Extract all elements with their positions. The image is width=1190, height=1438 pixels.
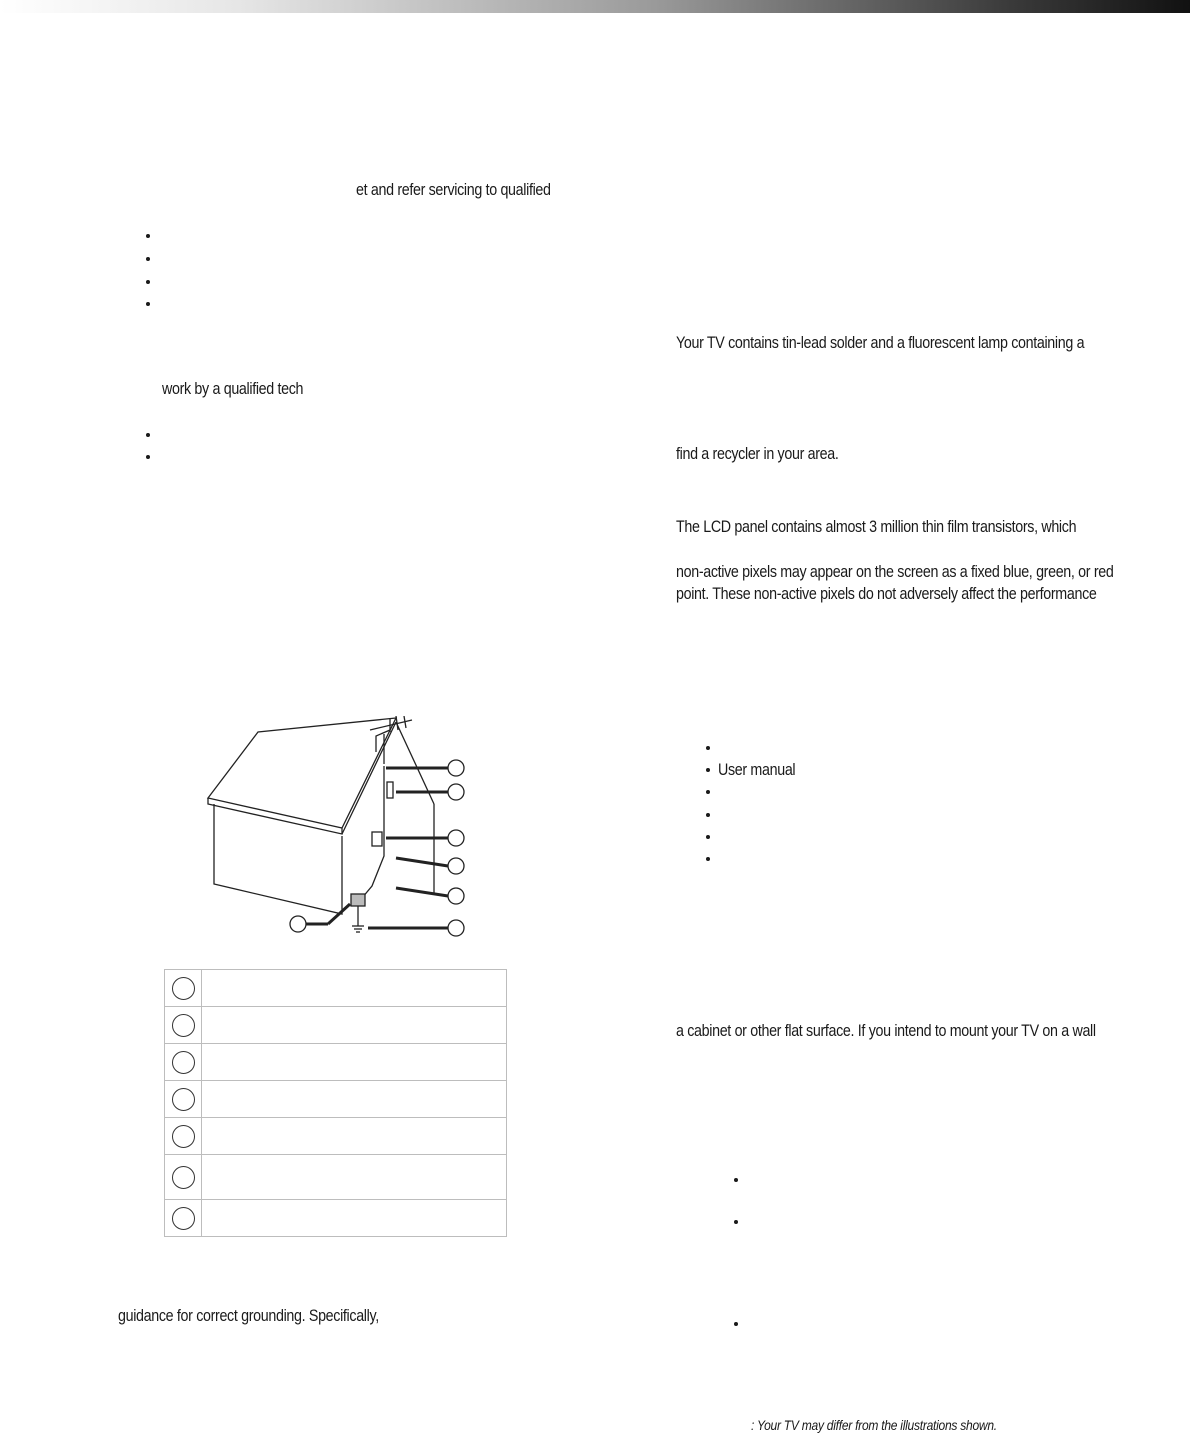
bullet-4 bbox=[146, 302, 150, 306]
solder-text: Your TV contains tin-lead solder and a fluorescent lamp containing a bbox=[676, 333, 1085, 352]
legend-number-circle bbox=[172, 1166, 195, 1189]
recycler-text: find a recycler in your area. bbox=[676, 444, 839, 463]
illustration-note: : Your TV may differ from the illustrations shown. bbox=[751, 1417, 997, 1433]
legend-row bbox=[165, 1155, 507, 1200]
package-bullet-5 bbox=[706, 835, 710, 839]
mount-bullet-3 bbox=[734, 1322, 738, 1326]
callout-4 bbox=[448, 858, 464, 874]
callout-7 bbox=[290, 916, 306, 932]
legend-row bbox=[165, 1007, 507, 1044]
package-bullet-6 bbox=[706, 857, 710, 861]
antenna-grounding-diagram bbox=[200, 716, 490, 942]
package-bullet-3 bbox=[706, 790, 710, 794]
package-item-user-manual: User manual bbox=[718, 760, 796, 779]
legend-number-circle bbox=[172, 1207, 195, 1230]
bullet-3 bbox=[146, 280, 150, 284]
mount-bullet-2 bbox=[734, 1220, 738, 1224]
technician-text: work by a qualified tech bbox=[162, 379, 304, 398]
package-bullet-4 bbox=[706, 813, 710, 817]
bullet-6 bbox=[146, 455, 150, 459]
cabinet-text: a cabinet or other flat surface. If you intend to mount your TV on a wall bbox=[676, 1021, 1096, 1040]
pixels-text-1: non-active pixels may appear on the screen as a fixed blue, green, or red bbox=[676, 562, 1114, 581]
bullet-5 bbox=[146, 433, 150, 437]
package-bullet-2 bbox=[706, 768, 710, 772]
legend-number-circle bbox=[172, 1088, 195, 1111]
callout-5 bbox=[448, 888, 464, 904]
legend-number-circle bbox=[172, 1125, 195, 1148]
legend-row bbox=[165, 1044, 507, 1081]
mount-bullet-1 bbox=[734, 1178, 738, 1182]
callout-2 bbox=[448, 784, 464, 800]
callout-3 bbox=[448, 830, 464, 846]
service-text: et and refer servicing to qualified bbox=[356, 180, 551, 199]
header-gradient-bar bbox=[0, 0, 1190, 13]
callout-1 bbox=[448, 760, 464, 776]
lcd-panel-text: The LCD panel contains almost 3 million thin film transistors, which bbox=[676, 517, 1077, 536]
legend-row bbox=[165, 1200, 507, 1237]
house-roof bbox=[208, 718, 396, 828]
legend-row bbox=[165, 970, 507, 1007]
bullet-1 bbox=[146, 234, 150, 238]
legend-number-circle bbox=[172, 977, 195, 1000]
legend-row bbox=[165, 1118, 507, 1155]
legend-row bbox=[165, 1081, 507, 1118]
legend-number-circle bbox=[172, 1051, 195, 1074]
pixels-text-2: point. These non-active pixels do not adversely affect the performance bbox=[676, 584, 1097, 603]
callout-6 bbox=[448, 920, 464, 936]
grounding-legend-table bbox=[164, 969, 507, 1237]
bullet-2 bbox=[146, 257, 150, 261]
grounding-text: guidance for correct grounding. Specifically, bbox=[118, 1306, 379, 1325]
package-bullet-1 bbox=[706, 746, 710, 750]
legend-number-circle bbox=[172, 1014, 195, 1037]
